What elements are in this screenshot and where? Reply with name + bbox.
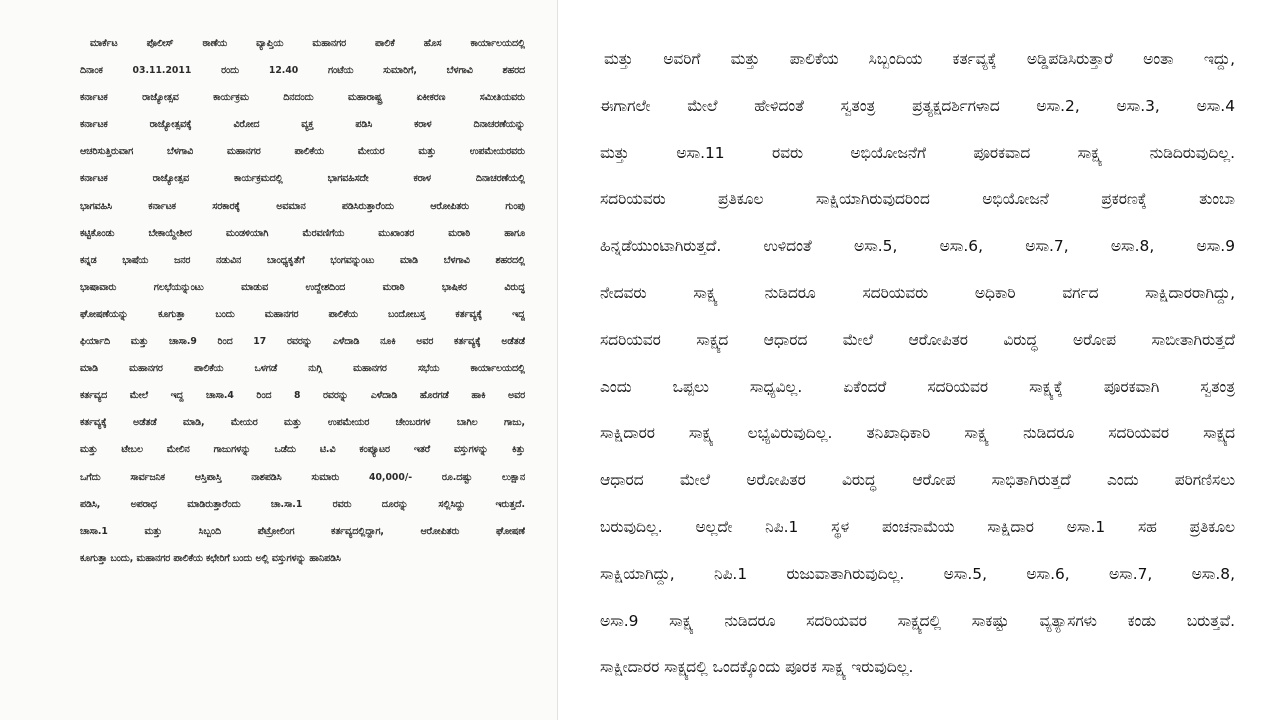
text-line: ನೇದವರು ಸಾಕ್ಷ್ಯ ನುಡಿದರೂ ಸದರಿಯವರು ಅಧಿಕಾರಿ ವರ್ಗದ ಸಾಕ್ಷಿದಾರರಾಗಿದ್ದು, [600, 283, 1235, 302]
text-line: ದಿನಾಂಕ 03.11.2011 ರಂದು 12.40 ಗಂಟೆಯ ಸುಮಾರಿಗೆ, ಬೆಳಗಾವಿ ಶಹರದ [80, 65, 525, 77]
text-line: ಮತ್ತು ಅವರಿಗೆ ಮತ್ತು ಪಾಲಿಕೆಯ ಸಿಬ್ಬಂದಿಯ ಕರ್ತವ್ಯಕ್ಕೆ ಅಡ್ಡಿಪಡಿಸಿರುತ್ತಾರೆ ಅಂತಾ ಇದ್ದು, [604, 50, 1235, 68]
text-line: ಮಾರ್ಕೆಟ ಪೊಲೀಸ್ ಠಾಣೆಯ ವ್ಯಾಪ್ತಿಯ ಮಹಾನಗರ ಪಾಲಿಕೆ ಹೊಸ ಕಾರ್ಯಾಲಯದಲ್ಲಿ [90, 38, 525, 49]
text-line: ಸಾಕ್ಷೀದಾರರ ಸಾಕ್ಷ್ಯದಲ್ಲಿ ಒಂದಕ್ಕೊಂದು ಪೂರಕ ಸಾಕ್ಷ್ಯ ಇರುವುದಿಲ್ಲ. [600, 658, 914, 677]
text-line: ಭಾಗವಹಿಸಿ ಕರ್ನಾಟಕ ಸರಕಾರಕ್ಕೆ ಅವಮಾನ ಪಡಿಸಿರುತ್ತಾರೆಂದು ಆರೋಪಿತರು ಗುಂಪು [80, 200, 525, 212]
text-line: ಮತ್ತು ಟೇಬಲ ಮೇಲಿನ ಗಾಜುಗಳನ್ನು ಒಡೆದು ಟಿ.ವಿ ಕಂಪ್ಯೂಟರ ಇತರೆ ವಸ್ತುಗಳನ್ನು ಕಿತ್ತು [80, 444, 525, 456]
text-line: ಕರ್ತವ್ಯದ ಮೇಲೆ ಇದ್ದ ಚಾಸಾ.4 ರಿಂದ 8 ರವರನ್ನು ಎಳೆದಾಡಿ ಹೊರಗಡೆ ಹಾಕಿ ಅವರ [80, 390, 525, 402]
text-line: ಒಗೆದು ಸಾರ್ವಜನಿಕ ಆಸ್ತಿಪಾಸ್ತಿ ನಾಶಪಡಿಸಿ ಸುಮಾರು 40,000/- ರೂ.ದಷ್ಟು ಲುಕ್ಷಾನ [80, 471, 525, 483]
text-line: ಬರುವುದಿಲ್ಲ. ಅಲ್ಲದೇ ನಿಪಿ.1 ಸ್ಥಳ ಪಂಚನಾಮೆಯ ಸಾಕ್ಷಿದಾರ ಅಸಾ.1 ಸಹ ಪ್ರತಿಕೂಲ [600, 517, 1235, 536]
text-line: ಸಾಕ್ಷಿಯಾಗಿದ್ದು, ನಿಪಿ.1 ರುಜುವಾತಾಗಿರುವುದಿಲ್ಲ. ಅಸಾ.5, ಅಸಾ.6, ಅಸಾ.7, ಅಸಾ.8, [600, 564, 1235, 583]
text-line: ಈಗಾಗಲೇ ಮೇಲೆ ಹೇಳಿದಂತೆ ಸ್ವತಂತ್ರ ಪ್ರತ್ಯಕ್ಷದರ್ಶಿಗಳಾದ ಅಸಾ.2, ಅಸಾ.3, ಅಸಾ.4 [600, 96, 1235, 115]
left-page-text [80, 30, 525, 572]
text-line: ಆಧಾರದ ಮೇಲೆ ಅರೋಪಿತರ ವಿರುದ್ಧ ಆರೋಪ ಸಾಭಿತಾಗಿರುತ್ತದೆ ಎಂದು ಪರಿಗಣಿಸಲು [600, 471, 1235, 490]
text-line: ಕರ್ತವ್ಯಕ್ಕೆ ಅಡೆತಡೆ ಮಾಡಿ, ಮೇಯರ ಮತ್ತು ಉಪಮೇಯರ ಚೇಂಬರಗಳ ಬಾಗಿಲ ಗಾಜು, [80, 417, 525, 429]
text-line: ಮತ್ತು ಅಸಾ.11 ರವರು ಅಭಿಯೋಜನೆಗೆ ಪೂರಕವಾದ ಸಾಕ್ಷ್ಯ ನುಡಿದಿರುವುದಿಲ್ಲ. [600, 143, 1235, 162]
text-line: ಕರ್ನಾಟಕ ರಾಜ್ಯೋತ್ಸವ ಕಾರ್ಯಕ್ರಮ ದಿನದಂದು ಮಹಾರಾಷ್ಟ್ರ ಏಕೀಕರಣ ಸಮೀತಿಯವರು [80, 92, 525, 104]
text-line: ಫಿರ್ಯಾದಿ ಮತ್ತು ಚಾಸಾ.9 ರಿಂದ 17 ರವರನ್ನು ಎಳೆದಾಡಿ ನೂಕಿ ಅವರ ಕರ್ತವ್ಯಕ್ಕೆ ಅಡೆತಡೆ [80, 336, 525, 348]
text-line: ಕೂಗುತ್ತಾ ಬಂದು, ಮಹಾನಗರ ಪಾಲಿಕೆಯ ಕಛೇರಿಗೆ ಬಂದು ಅಲ್ಲಿ ವಸ್ತುಗಳನ್ನು ಹಾನಿಪಡಿಸಿ [80, 552, 341, 564]
text-line: ಕನ್ನಡ ಭಾಷೆಯ ಜನರ ನಡುವಿನ ಬಾಂಧ್ಯಕೃತೆಗೆ ಭಂಗವನ್ನುಂಟು ಮಾಡಿ ಬೆಳಗಾವಿ ಶಹರದಲ್ಲಿ [80, 254, 525, 266]
text-line: ಪಡಿಸಿ, ಅಪರಾಧ ಮಾಡಿರುತ್ತಾರೆಂದು ಚಾ.ಸಾ.1 ರವರು ದೂರನ್ನು ಸಲ್ಲಿಸಿದ್ದು ಇರುತ್ತದೆ. [80, 498, 525, 510]
text-line: ಚಾಸಾ.1 ಮತ್ತು ಸಿಬ್ಬಂದಿ ಪೆಟ್ರೋಲಿಂಗ ಕರ್ತವ್ಯದಲ್ಲಿದ್ದಾಗ, ಆರೋಪಿತರು ಘೋಷಣೆ [80, 525, 525, 537]
left-document-page [0, 0, 558, 720]
text-line: ಕರ್ನಾಟಕ ರಾಜ್ಯೋತ್ಸವಕ್ಕೆ ವಿರೋದ ವ್ಯಕ್ತ ಪಡಿಸಿ ಕರಾಳ ದಿನಾಚರಣೆಯನ್ನು [80, 119, 525, 131]
text-line: ಘೋಷಣೆಯನ್ನು ಕೂಗುತ್ತಾ ಬಂದು ಮಹಾನಗರ ಪಾಲಿಕೆಯ ಬಂದೋಬಸ್ತ ಕರ್ತವ್ಯಕ್ಕೆ ಇದ್ದ [80, 308, 525, 320]
text-line: ಅಸಾ.9 ಸಾಕ್ಷ್ಯ ನುಡಿದರೂ ಸದರಿಯವರ ಸಾಕ್ಷ್ಯದಲ್ಲಿ ಸಾಕಷ್ಟು ವ್ಯತ್ಯಾಸಗಳು ಕಂಡು ಬರುತ್ತವೆ. [600, 611, 1235, 630]
text-line: ಮಾಡಿ ಮಹಾನಗರ ಪಾಲಿಕೆಯ ಒಳಗಡೆ ನುಗ್ಗಿ ಮಹಾನಗರ ಸಭೆಯ ಕಾರ್ಯಾಲಯದಲ್ಲಿ [80, 363, 525, 375]
text-line: ಕಟ್ಟಿಕೊಂಡು ಬೇಕಾಯ್ದೇಶೀರ ಮಂಡಳಿಯಾಗಿ ಮೆರವಣಿಗೆಯ ಮುಖಾಂತರ ಮರಾಠಿ ಹಾಗೂ [80, 227, 525, 239]
right-page-text [600, 36, 1235, 691]
text-line: ಭಾಷಾವಾರು ಗಲಭೆಯನ್ನುಂಟು ಮಾಡುವ ಉದ್ದೇಶದಿಂದ ಮರಾಠಿ ಭಾಷಿಕರ ವಿರುದ್ಧ [80, 281, 525, 293]
text-line: ಸಾಕ್ಷಿದಾರರ ಸಾಕ್ಷ್ಯ ಲಭ್ಯವಿರುವುದಿಲ್ಲ. ತನಿಖಾಧಿಕಾರಿ ಸಾಕ್ಷ್ಯ ನುಡಿದರೂ ಸದರಿಯವರ ಸಾಕ್ಷ್ಯದ [600, 424, 1235, 443]
text-line: ಸದರಿಯವರ ಸಾಕ್ಷ್ಯದ ಆಧಾರದ ಮೇಲೆ ಆರೋಪಿತರ ವಿರುದ್ಧ ಅರೋಪ ಸಾಬೀತಾಗಿರುತ್ತದೆ [600, 330, 1235, 349]
text-line: ಸದರಿಯವರು ಪ್ರತಿಕೂಲ ಸಾಕ್ಷಿಯಾಗಿರುವುದರಿಂದ ಅಭಿಯೋಜನೆ ಪ್ರಕರಣಕ್ಕೆ ತುಂಬಾ [600, 190, 1235, 209]
text-line: ಎಂದು ಒಪ್ಪಲು ಸಾಧ್ಯವಿಲ್ಲ. ಏಕೆಂದರೆ ಸದರಿಯವರ ಸಾಕ್ಷ್ಯಕ್ಕೆ ಪೂರಕವಾಗಿ ಸ್ವತಂತ್ರ [600, 377, 1235, 396]
text-line: ಆಚರಿಸುತ್ತಿರುವಾಗ ಬೆಳಗಾವಿ ಮಹಾನಗರ ಪಾಲಿಕೆಯ ಮೇಯರ ಮತ್ತು ಉಪಮೇಯರವರು [80, 146, 525, 158]
text-line: ಕರ್ನಾಟಕ ರಾಜ್ಯೋತ್ಸವ ಕಾರ್ಯಕ್ರಮದಲ್ಲಿ ಭಾಗವಹಿಸದೇ ಕರಾಳ ದಿನಾಚರಣೆಯಲ್ಲಿ [80, 173, 525, 185]
text-line: ಹಿನ್ನಡೆಯುಂಟಾಗಿರುತ್ತದೆ. ಉಳಿದಂತೆ ಅಸಾ.5, ಅಸಾ.6, ಅಸಾ.7, ಅಸಾ.8, ಅಸಾ.9 [600, 237, 1235, 256]
right-document-page [560, 0, 1280, 720]
